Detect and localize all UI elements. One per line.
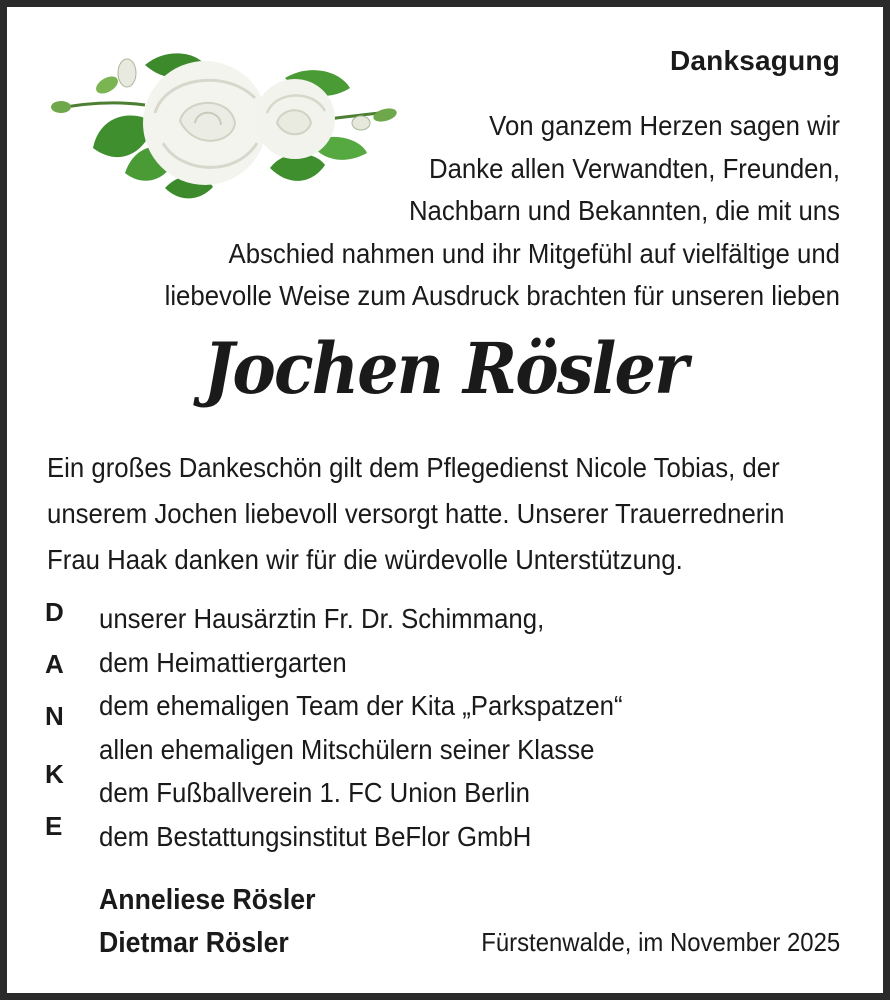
thanks-paragraph <box>47 445 792 583</box>
list-item: dem Fußballverein 1. FC Union Berlin <box>99 777 530 808</box>
thanks-line: Frau Haak danken wir für die würdevolle Unterstützung. <box>47 544 683 575</box>
danke-letter: D <box>45 597 64 627</box>
danke-letter: K <box>45 759 64 789</box>
thanks-line: Ein großes Dankeschön gilt dem Pflegedienst Nicole Tobias, der <box>47 452 780 483</box>
list-item: allen ehemaligen Mitschülern seiner Klasse <box>99 733 595 765</box>
signatory-name: Anneliese Rösler <box>99 884 316 916</box>
intro-line: Von ganzem Herzen sagen wir <box>489 110 840 141</box>
intro-line: Nachbarn und Bekannten, die mit uns <box>408 195 840 226</box>
intro-line: liebevolle Weise zum Ausdruck brachten für unseren lieben <box>164 280 841 311</box>
place-date: Fürstenwalde, im November 2025 <box>481 927 840 957</box>
list-item: unserer Hausärztin Fr. Dr. Schimmang, <box>99 603 545 634</box>
list-item: dem Bestattungsinstitut BeFlor GmbH <box>99 820 532 852</box>
signatory-name: Dietmar Rösler <box>99 927 289 959</box>
intro-text <box>104 105 840 318</box>
danke-letter: N <box>45 701 64 731</box>
list-item: dem ehemaligen Team der Kita „Parkspatzen“ <box>99 690 623 721</box>
thanks-line: unserem Jochen liebevoll versorgt hatte. Unserer Trauerrednerin <box>47 498 785 529</box>
intro-line: Danke allen Verwandten, Freunden, <box>428 152 840 184</box>
deceased-name: Jochen Rösler <box>203 327 687 410</box>
danke-letter: A <box>45 649 64 679</box>
list-item: dem Heimattiergarten <box>99 646 347 678</box>
danke-letter: E <box>45 811 63 841</box>
intro-line: Abschied nahmen und ihr Mitgefühl auf vielfältige und <box>228 237 841 269</box>
signatories <box>99 879 316 965</box>
heading-danksagung: Danksagung <box>669 45 840 76</box>
danke-list <box>99 597 798 858</box>
